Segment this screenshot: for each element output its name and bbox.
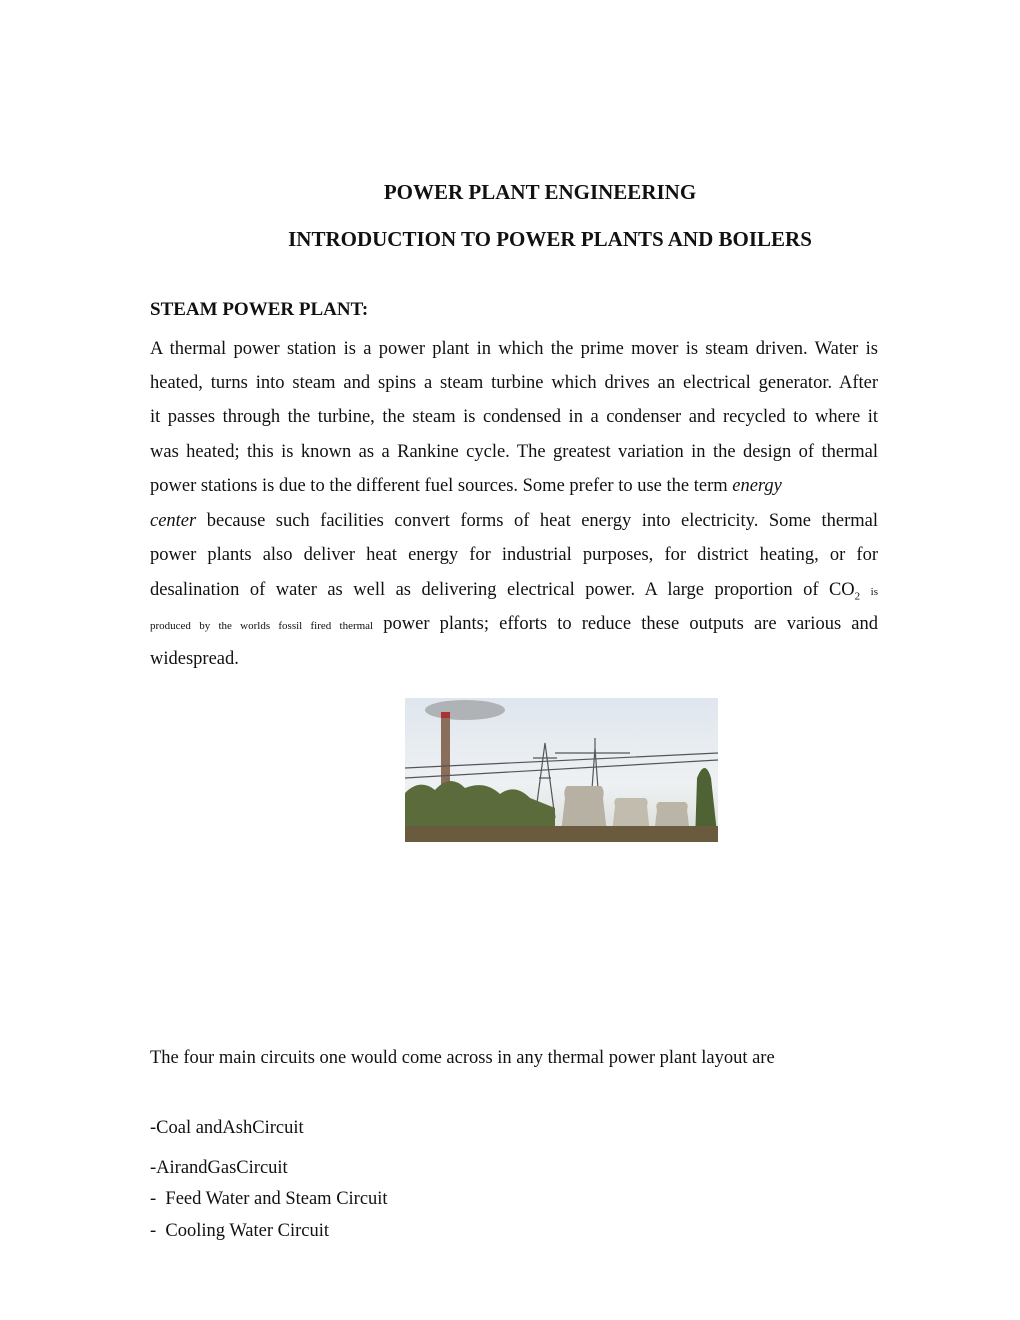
section-heading: STEAM POWER PLANT:: [150, 299, 369, 320]
emphasis: energy: [732, 476, 782, 496]
paragraph-line: A thermal power station is a power plant in which the prime mover is steam driven. Water is: [150, 339, 878, 359]
text: because such facilities convert forms of heat energy into electricity. Some thermal: [206, 511, 878, 531]
paragraph-line: was heated; this is known as a Rankine cycle. The greatest variation in the design of thermal: [150, 442, 878, 462]
paragraph-line: heated, turns into steam and spins a steam turbine which drives an electrical generator. After: [150, 373, 878, 393]
paragraph-line: it passes through the turbine, the steam is condensed in a condenser and recycled to where it: [150, 407, 878, 427]
list-item: - Cooling Water Circuit: [150, 1221, 330, 1241]
emphasis: center: [150, 511, 197, 531]
text: desalination of water as well as delivering electrical power. A large proportion of CO: [150, 580, 855, 600]
paragraph-line: widespread.: [150, 649, 239, 669]
paragraph-line: [150, 614, 878, 635]
list-item: -Coal andAshCircuit: [150, 1118, 304, 1138]
paragraph-line: [150, 511, 878, 532]
list-item: -AirandGasCircuit: [150, 1158, 288, 1178]
document-title: POWER PLANT ENGINEERING: [383, 180, 697, 204]
paragraph-line: [150, 580, 878, 603]
small-text: is: [870, 586, 879, 598]
circuits-intro: The four main circuits one would come across in any thermal power plant layout are: [150, 1048, 775, 1068]
paragraph-line: [150, 476, 878, 497]
subscript: 2: [854, 590, 861, 603]
text: power stations is due to the different fuel sources. Some prefer to use the term: [150, 476, 728, 496]
document-subtitle: INTRODUCTION TO POWER PLANTS AND BOILERS: [288, 227, 812, 251]
small-text: produced by the worlds fossil fired thermal: [150, 620, 374, 632]
paragraph-line: power plants also deliver heat energy for industrial purposes, for district heating, or for: [150, 545, 878, 565]
list-item: - Feed Water and Steam Circuit: [150, 1189, 388, 1209]
text: power plants; efforts to reduce these outputs are various and: [383, 614, 879, 634]
power-plant-photo: [405, 698, 718, 842]
